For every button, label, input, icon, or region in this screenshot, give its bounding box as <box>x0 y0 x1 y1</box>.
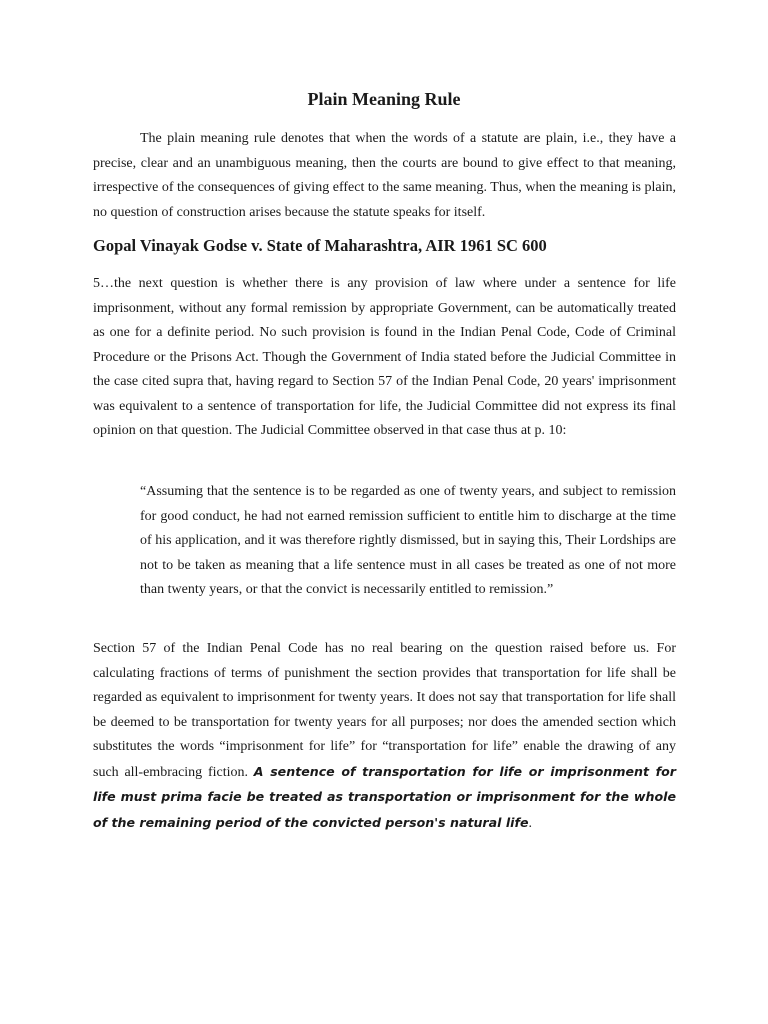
section-57-paragraph <box>93 637 676 836</box>
paragraph-5: 5…the next question is whether there is any provision of law where under a sentence for life imprisonment, without any formal remission by appropriate Government, can be automatically treated as one for a definite period. No such provision is found in the Indian Penal Code, Code of Criminal Procedure or the Prisons Act. Though the Government of India stated before the Judicial Committee in the case cited supra that, having regard to Section 57 of the Indian Penal Code, 20 years' imprisonment was equivalent to a sentence of transportation for life, the Judicial Committee did not express its final opinion on that question. The Judicial Committee observed in that case thus at p. 10: <box>93 276 676 438</box>
case-heading: Gopal Vinayak Godse v. State of Maharashtra, AIR 1961 SC 600 <box>93 236 547 255</box>
section-57-end: . <box>528 815 532 831</box>
page-title: Plain Meaning Rule <box>307 89 461 109</box>
intro-paragraph: The plain meaning rule denotes that when the words of a statute are plain, i.e., they have a precise, clear and an unambiguous meaning, then the courts are bound to give effect to that meaning, irrespective of the consequences of giving effect to the same meaning. Thus, when the meaning is plain, no question of construction arises because the statute speaks for itself. <box>93 131 676 220</box>
section-57-text: Section 57 of the Indian Penal Code has no real bearing on the question raised before us. For calculating fractions of terms of punishment the section provides that transportation for life shall be regarded as equivalent to imprisonment for twenty years. It does not say that transportation for life shall be deemed to be transportation for twenty years for all purposes; nor does the amended section which substitutes the words “imprisonment for life” for “transportation for life” enable the drawing of any such all-embracing fiction. <box>93 641 676 780</box>
section-57-emphasis: A sentence of transportation for life or imprisonment for life must prima facie be treated as transportation or imprisonment for the whole of the remaining period of the convicted person's natural life <box>93 763 676 830</box>
block-quote: “Assuming that the sentence is to be regarded as one of twenty years, and subject to remission for good conduct, he had not earned remission sufficient to entitle him to discharge at the time of his application, and it was therefore rightly dismissed, but in saying this, Their Lordships are not to be taken as meaning that a life sentence must in all cases be treated as one of not more than twenty years, or that the convict is necessarily entitled to remission.” <box>140 484 676 597</box>
